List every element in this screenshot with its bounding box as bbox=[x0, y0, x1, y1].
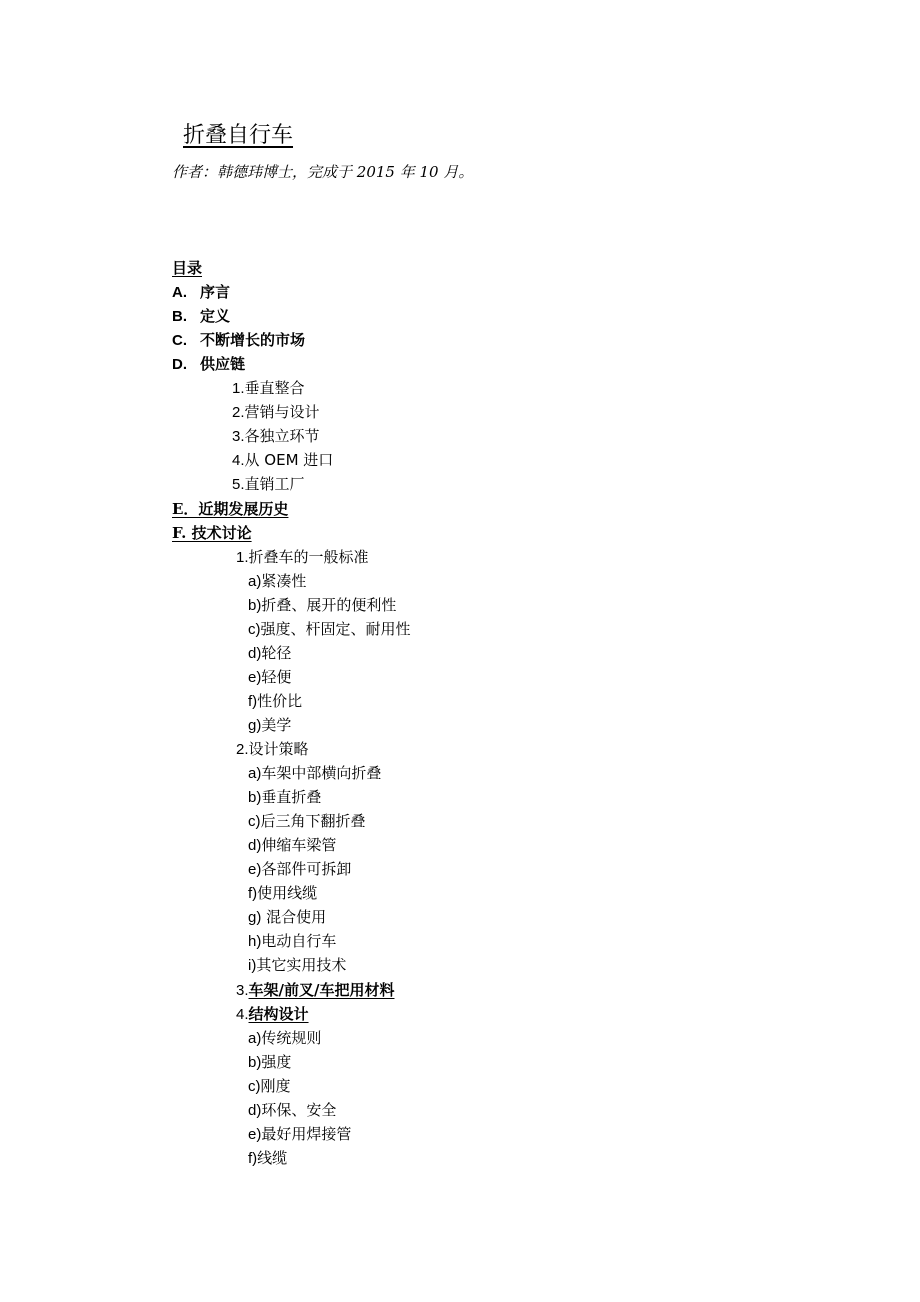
toc-num: d) bbox=[248, 1102, 262, 1119]
toc-subsubitem bbox=[248, 930, 336, 953]
toc-subsubitem bbox=[248, 618, 411, 641]
toc-num: i) bbox=[248, 957, 257, 974]
toc-subsubitem-label: 美学 bbox=[261, 716, 292, 734]
author-line: 作者：韩德玮博士，完成于 2015 年 10 月。 bbox=[172, 163, 474, 181]
page-title: 折叠自行车 bbox=[183, 123, 294, 148]
toc-num: b) bbox=[248, 597, 262, 614]
toc-num: 2. bbox=[236, 741, 249, 758]
toc-subsubitem bbox=[248, 954, 346, 977]
toc-num: h) bbox=[248, 933, 262, 950]
toc-num: 3. bbox=[232, 428, 245, 445]
toc-subsubitem-label: 折叠、展开的便利性 bbox=[261, 596, 397, 614]
toc-num: e) bbox=[248, 861, 262, 878]
toc-item-c bbox=[172, 329, 305, 352]
toc-subitem-f2 bbox=[236, 738, 309, 761]
toc-subsubitem bbox=[248, 1147, 287, 1170]
toc-subitem bbox=[232, 425, 320, 448]
toc-subitem bbox=[232, 473, 305, 496]
toc-letter: A. bbox=[172, 284, 187, 301]
toc-subsubitem bbox=[248, 570, 306, 593]
toc-subsubitem bbox=[248, 834, 336, 857]
toc-subitem-label: 营销与设计 bbox=[244, 403, 320, 421]
toc-subsubitem bbox=[248, 1123, 351, 1146]
toc-subsubitem bbox=[248, 666, 291, 689]
toc-item-d bbox=[172, 353, 245, 376]
toc-subsubitem bbox=[248, 690, 302, 713]
toc-subsubitem bbox=[248, 858, 351, 881]
toc-subsubitem-label: 各部件可拆卸 bbox=[261, 860, 352, 878]
toc-item-a bbox=[172, 281, 230, 304]
toc-num: d) bbox=[248, 837, 262, 854]
toc-subitem-label: 直销工厂 bbox=[244, 475, 305, 493]
toc-subsubitem bbox=[248, 594, 396, 617]
toc-num: 1. bbox=[232, 380, 245, 397]
toc-subsubitem-label: 环保、安全 bbox=[261, 1101, 337, 1119]
toc-subsubitem-label: 强度、杆固定、耐用性 bbox=[260, 620, 411, 638]
toc-num: e) bbox=[248, 669, 262, 686]
toc-num: c) bbox=[248, 621, 261, 638]
toc-item-e: E．近期发展历史 bbox=[172, 500, 289, 518]
toc-subsubitem-label: 后三角下翻折叠 bbox=[260, 812, 366, 830]
toc-letter: D. bbox=[172, 356, 187, 373]
toc-heading: 目录 bbox=[172, 259, 203, 277]
toc-num: b) bbox=[248, 1054, 262, 1071]
toc-num: 1. bbox=[236, 549, 249, 566]
toc-num: a) bbox=[248, 765, 262, 782]
toc-subitem bbox=[232, 401, 320, 424]
toc-subitem-f4 bbox=[236, 1003, 309, 1026]
toc-letter: C. bbox=[172, 332, 187, 349]
toc-subsubitem bbox=[248, 642, 291, 665]
toc-item-label: 供应链 bbox=[200, 355, 246, 373]
toc-subsubitem bbox=[248, 1051, 291, 1074]
toc-subsubitem bbox=[248, 762, 381, 785]
toc-subsubitem bbox=[248, 786, 321, 809]
toc-subsubitem-label: 垂直折叠 bbox=[261, 788, 322, 806]
toc-subitem bbox=[232, 377, 305, 400]
toc-subsubitem-label: 线缆 bbox=[257, 1149, 288, 1167]
toc-item-label: 定义 bbox=[200, 307, 231, 325]
toc-subitem-label: 各独立环节 bbox=[244, 427, 320, 445]
toc-num: 4. bbox=[236, 1006, 249, 1023]
toc-num: b) bbox=[248, 789, 262, 806]
toc-subsubitem-label: 混合使用 bbox=[261, 908, 327, 926]
toc-item-f: F. 技术讨论 bbox=[172, 524, 252, 542]
toc-subsubitem bbox=[248, 1099, 336, 1122]
toc-subsubitem-label: 强度 bbox=[261, 1053, 292, 1071]
toc-num: 5. bbox=[232, 476, 245, 493]
toc-num: g) bbox=[248, 717, 262, 734]
toc-subitem-label: 从 OEM 进口 bbox=[244, 451, 334, 469]
toc-subsubitem-label: 刚度 bbox=[260, 1077, 291, 1095]
toc-num: 4. bbox=[232, 452, 245, 469]
toc-subsubitem-label: 电动自行车 bbox=[261, 932, 337, 950]
toc-subsubitem bbox=[248, 810, 366, 833]
toc-num: 3. bbox=[236, 982, 249, 999]
toc-subsubitem-label: 其它实用技术 bbox=[256, 956, 347, 974]
toc-subsubitem-label: 轻便 bbox=[261, 668, 292, 686]
toc-subitem-label: 设计策略 bbox=[248, 740, 309, 758]
toc-subitem-f3 bbox=[236, 979, 394, 1002]
toc-subsubitem-label: 车架中部横向折叠 bbox=[261, 764, 382, 782]
toc-letter: B. bbox=[172, 308, 187, 325]
toc-num: c) bbox=[248, 1078, 261, 1095]
toc-num: f) bbox=[248, 693, 258, 710]
toc-subitem bbox=[232, 449, 333, 472]
toc-subsubitem-label: 使用线缆 bbox=[257, 884, 318, 902]
toc-subsubitem-label: 性价比 bbox=[257, 692, 303, 710]
toc-num: d) bbox=[248, 645, 262, 662]
toc-subitem-label: 折叠车的一般标准 bbox=[248, 548, 369, 566]
toc-num: f) bbox=[248, 885, 258, 902]
toc-num: f) bbox=[248, 1150, 258, 1167]
toc-subsubitem-label: 传统规则 bbox=[261, 1029, 322, 1047]
toc-subsubitem bbox=[248, 882, 317, 905]
toc-subsubitem-label: 最好用焊接管 bbox=[261, 1125, 352, 1143]
toc-item-b bbox=[172, 305, 230, 328]
toc-num: c) bbox=[248, 813, 261, 830]
toc-subsubitem-label: 紧凑性 bbox=[261, 572, 307, 590]
toc-num: a) bbox=[248, 1030, 262, 1047]
toc-subsubitem-label: 轮径 bbox=[261, 644, 292, 662]
toc-subsubitem bbox=[248, 1075, 291, 1098]
toc-item-label: 不断增长的市场 bbox=[200, 331, 306, 349]
toc-subitem-f1 bbox=[236, 546, 369, 569]
toc-subitem-label: 车架/前叉/车把用材料 bbox=[248, 981, 395, 999]
toc-subitem-label: 垂直整合 bbox=[244, 379, 305, 397]
toc-num: e) bbox=[248, 1126, 262, 1143]
toc-num: a) bbox=[248, 573, 262, 590]
toc-num: g) bbox=[248, 909, 262, 926]
toc-subsubitem bbox=[248, 714, 291, 737]
toc-subsubitem-label: 伸缩车梁管 bbox=[261, 836, 337, 854]
toc-item-label: 序言 bbox=[200, 283, 231, 301]
toc-subsubitem bbox=[248, 1027, 321, 1050]
toc-subitem-label: 结构设计 bbox=[248, 1005, 309, 1023]
toc-num: 2. bbox=[232, 404, 245, 421]
toc-subsubitem bbox=[248, 906, 326, 929]
